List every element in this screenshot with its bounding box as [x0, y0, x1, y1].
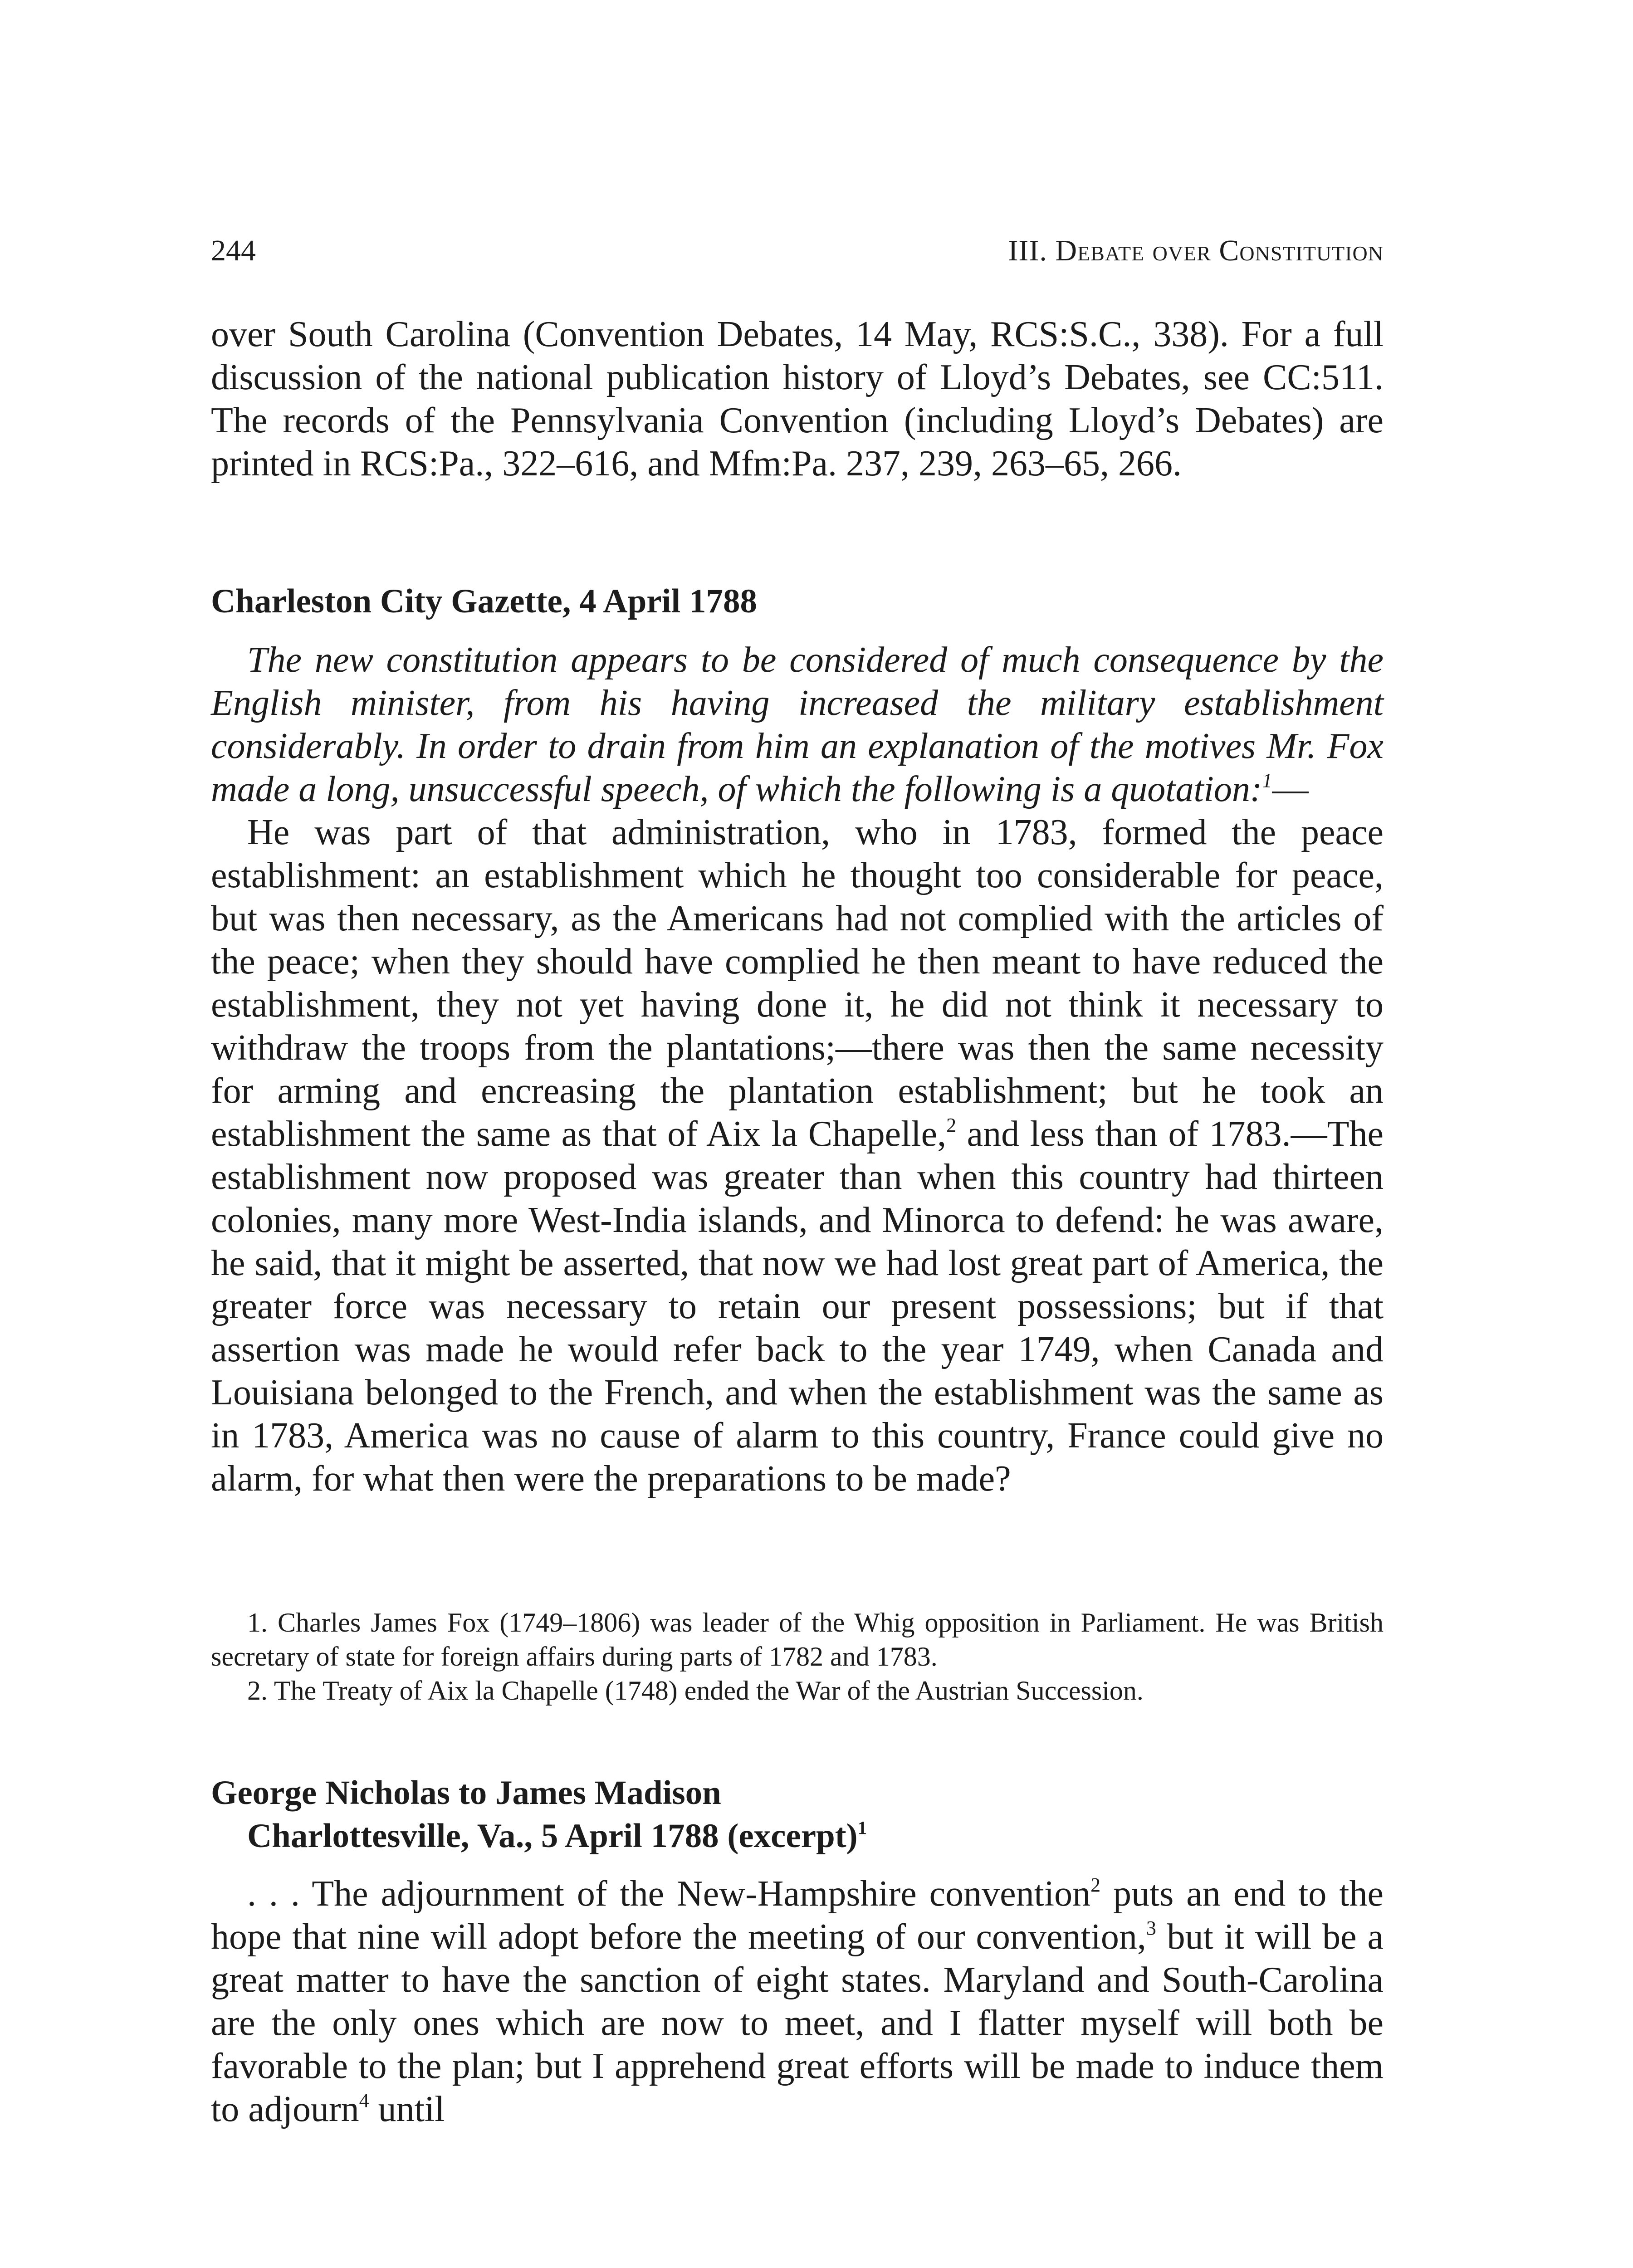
page-number: 244	[211, 234, 256, 267]
section-title: III. Debate over Constitution	[1008, 234, 1384, 267]
footnote-ref: 1	[1262, 769, 1272, 792]
heading-line: George Nicholas to James Madison	[211, 1774, 721, 1812]
quote-text: He was part of that administration, who in 1783, formed the peace establishment: an establishment which he thought too considerable for peace, but was then necessary, as the Americans had not complied with the articles of the peace; when they should have complied he then meant to have reduced the establishment, they not yet having done it, he did not think it necessary to withdraw the troops from the plantations;—there was then the same necessity for arming and encreasing the plantation establishment; but he took an establishment the same as that of Aix la Chapelle,	[211, 812, 1384, 1154]
document-heading: Charleston City Gazette, 4 April 1788	[211, 582, 757, 620]
letter-paragraph: . . . The adjournment of the New-Hampshire convention$^2$ puts an end to the hope that nine will adopt before the meeting of our convention,$^3$ but it will be a great matter to have the sanction of eight states. Maryland and South-Carolina are the only ones which are now to meet, and I flatter myself will both be favorable to the plan; but I apprehend great efforts will be made to induce them to adjourn$^4$ until	[211, 1874, 1384, 2129]
fox-quotation	[211, 811, 1384, 1501]
intro-dash: —	[1272, 769, 1309, 809]
heading-dateline: Charlottesville, Va., 5 April 1788 (excerpt)$^1$	[247, 1817, 867, 1855]
footnote: 2. The Treaty of Aix la Chapelle (1748) ended the War of the Austrian Succession.	[247, 1676, 1144, 1706]
editorial-intro	[211, 639, 1384, 811]
footnote: 1. Charles James Fox (1749–1806) was leader of the Whig opposition in Parliament. He was British secretary of state for foreign affairs during parts of 1782 and 1783.	[211, 1608, 1384, 1672]
continued-paragraph: over South Carolina (Convention Debates, 14 May, RCS:S.C., 338). For a full discussion of the national publication history of Lloyd’s Debates, see CC:511. The records of the Pennsylvania Convention (including Lloyd’s Debates) are printed in RCS:Pa., 322–616, and Mfm:Pa. 237, 239, 263–65, 266.	[211, 314, 1384, 484]
letter-body-block	[211, 1872, 1384, 2131]
intro-text: The new constitution appears to be considered of much consequence by the English minister, from his having increased the military establishment considerably. In order to drain from him an explanation of the motives Mr. Fox made a long, unsuccessful speech, of which the following is a quotation:	[211, 640, 1384, 809]
footnotes	[211, 1606, 1384, 1708]
footnote-ref: 3	[1146, 1917, 1156, 1940]
running-head	[211, 230, 1384, 271]
footnote-ref: 1	[857, 1817, 867, 1838]
quote-text: and less than of 1783.—The establishment now proposed was greater than when this country had thirteen colonies, many more West-India islands, and Minorca to defend: he was aware, he said, that it might be asserted, that now we had lost great part of America, the greater force was necessary to retain our present possessions; but if that assertion was made he would refer back to the year 1749, when Canada and Louisiana belonged to the French, and when the establishment was the same as in 1783, America was no cause of alarm to this country, France could give no alarm, for what then were the preparations to be made?	[211, 1114, 1384, 1499]
footnote-ref: 2	[1090, 1874, 1101, 1897]
footnote-ref: 4	[359, 2089, 369, 2112]
footnote-ref: 2	[946, 1114, 957, 1137]
continued-note-block	[211, 313, 1384, 485]
document-charleston-gazette	[211, 580, 1384, 623]
quotation-block	[211, 811, 1384, 1501]
document-nicholas-letter	[211, 1771, 1384, 1857]
document-heading	[211, 1771, 1384, 1857]
document-intro-block	[211, 639, 1384, 811]
